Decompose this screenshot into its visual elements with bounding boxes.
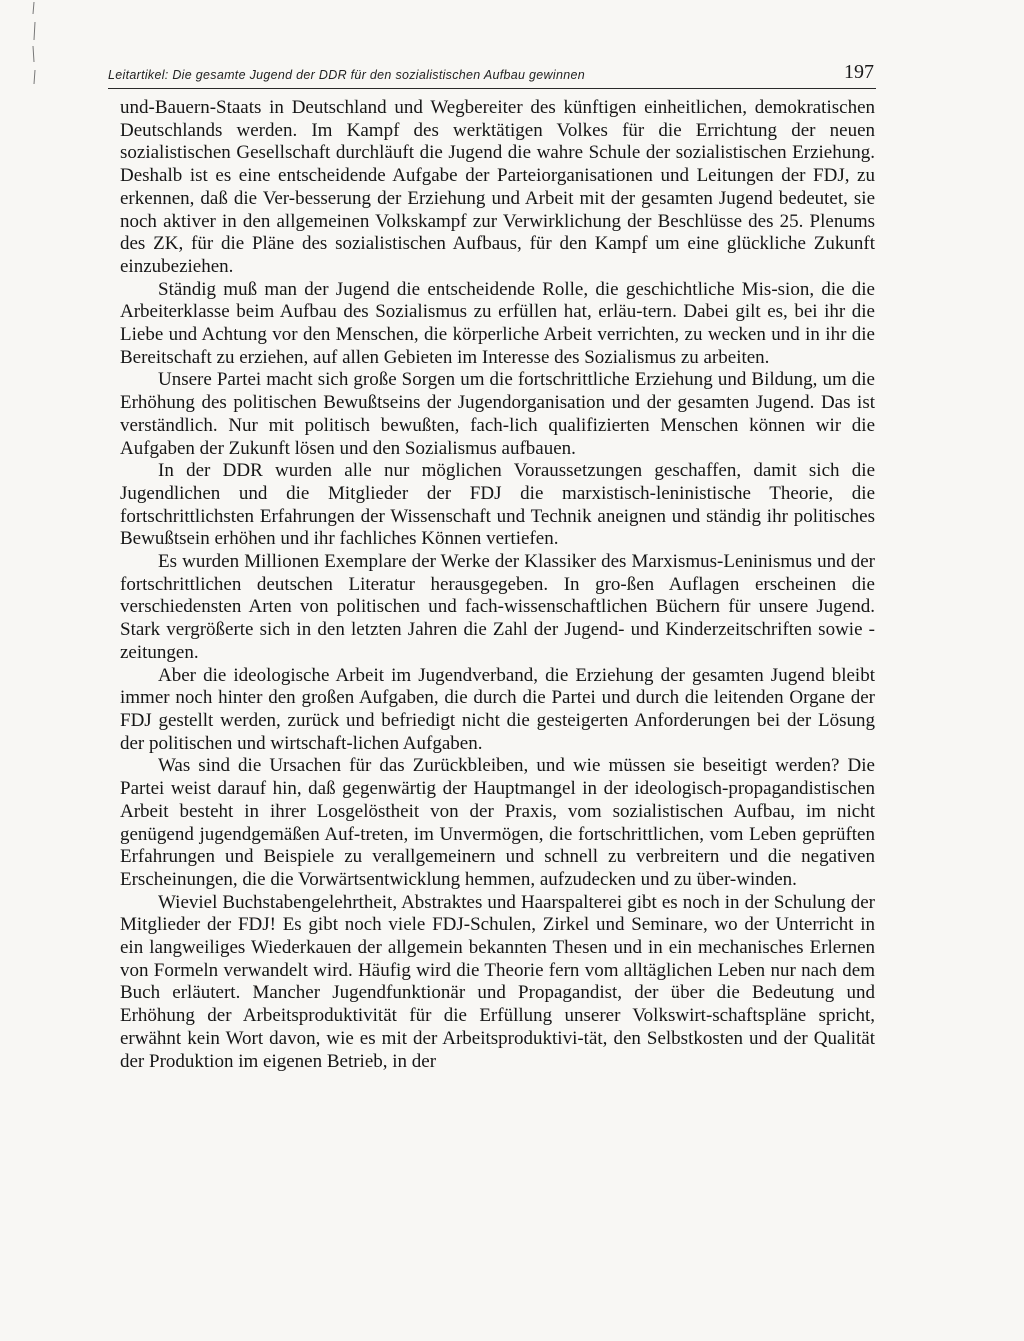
paragraph: Ständig muß man der Jugend die entscheidende Rolle, die geschichtliche Mis-sion, die die Arbeiterklasse beim Aufbau des Sozialismus zu erfüllen hat, erläu-tern. Dabei gilt es, bei ihr die Liebe und Achtung vor den Menschen, die körperliche Arbeit verrichten, zu wecken und in ihr die Bereitschaft zu erziehen, auf allen Gebieten im Interesse des Sozialismus zu arbeiten.: [120, 278, 875, 368]
paragraph: Es wurden Millionen Exemplare der Werke der Klassiker des Marxismus-Leninismus und der fortschrittlichen deutschen Literatur herausgegeben. In gro-ßen Auflagen erscheinen die verschiedensten Arten von politischen und fach-wissenschaftlichen Büchern für unsere Jugend. Stark vergrößerte sich in den letzten Jahren die Zahl der Jugend- und Kinderzeitschriften sowie -zeitungen.: [120, 551, 875, 663]
running-title: Leitartikel: Die gesamte Jugend der DDR für den sozialistischen Aufbau gewinnen: [108, 68, 585, 82]
paragraph: Aber die ideologische Arbeit im Jugendverband, die Erziehung der gesamten Jugend bleibt immer noch hinter den großen Aufgaben, die durch die Partei und durch die leitenden Organe der FDJ gestellt werden, zurück und befriedigt nicht die gesteigerten Anforderungen bei der Lösung der politischen und wirtschaft-lichen Aufgaben.: [120, 664, 875, 754]
paragraph: Wieviel Buchstabengelehrtheit, Abstraktes und Haarspalterei gibt es noch in der Schulung der Mitglieder der FDJ! Es gibt noch viele FDJ-Schulen, Zirkel und Seminare, wo der Unterricht in ein langweiliges Wiederkauen der allgemein bekannten Thesen und in ein mechanisches Erlernen von Formeln verwandelt wird. Häufig wird die Theorie fern vom alltäglichen Leben nur nach dem Buch erläutert. Mancher Jugendfunktionär und Propagandist, der über die Bedeutung und Erhöhung der Arbeitsproduktivität für die Erfüllung unserer Volkswirt-schaftspläne spricht, erwähnt kein Wort davon, wie es mit der Arbeitsproduktivi-tät, den Selbstkosten und der Qualität der Produktion im eigenen Betrieb, in der: [120, 891, 875, 1072]
running-header: [108, 60, 876, 89]
paragraph: Was sind die Ursachen für das Zurückbleiben, und wie müssen sie beseitigt werden? Die Partei weist darauf hin, daß gegenwärtig der Hauptmangel in der ideologisch-propagandistischen Arbeit besteht in ihrer Losgelöstheit von der Praxis, vom sozialistischen Aufbau, im nicht genügend jugendgemäßen Auf-treten, im Unvermögen, die fortschrittlichen, vom Leben geprüften Erfahrungen und Beispiele zu verallgemeinern und schnell zu verbreitern und die negativen Erscheinungen, die die Vorwärtsentwicklung hemmen, aufzudecken und zu über-winden.: [120, 755, 875, 890]
scan-margin-marks: [28, 0, 40, 90]
paragraph: In der DDR wurden alle nur möglichen Voraussetzungen geschaffen, damit sich die Jugendlichen und die Mitglieder der FDJ die marxistisch-leninistische Theorie, die fortschrittlichsten Erfahrungen der Wissenschaft und Technik aneignen und ständig ihr politisches Bewußtsein erhöhen und ihr fachliches Können vertiefen.: [120, 460, 875, 550]
paragraph: und-Bauern-Staats in Deutschland und Wegbereiter des künftigen einheitlichen, demokratischen Deutschlands werden. Im Kampf des werktätigen Volkes für die Errichtung der neuen sozialistischen Gesellschaft durchläuft die Jugend die wahre Schule der sozialistischen Erziehung. Deshalb ist es eine entscheidende Aufgabe der Parteiorganisationen und Leitungen der FDJ, zu erkennen, daß die Ver-besserung der Erziehung und Arbeit mit der gesamten Jugend bedeutet, sie noch aktiver in den allgemeinen Volkskampf zur Verwirklichung der Beschlüsse des 25. Plenums des ZK, für die Pläne des sozialistischen Aufbaus, für den Kampf um eine glückliche Zukunft einzubeziehen.: [120, 97, 875, 277]
page-number: 197: [844, 61, 874, 83]
paragraph: Unsere Partei macht sich große Sorgen um die fortschrittliche Erziehung und Bildung, um die Erhöhung des politischen Bewußtseins der Jugendorganisation und der gesamten Jugend. Das ist verständlich. Nur mit politisch bewußten, fach-lich qualifizierten Menschen können wir die Aufgaben der Zukunft lösen und den Sozialismus aufbauen.: [120, 369, 875, 459]
article-body: [120, 97, 875, 1073]
